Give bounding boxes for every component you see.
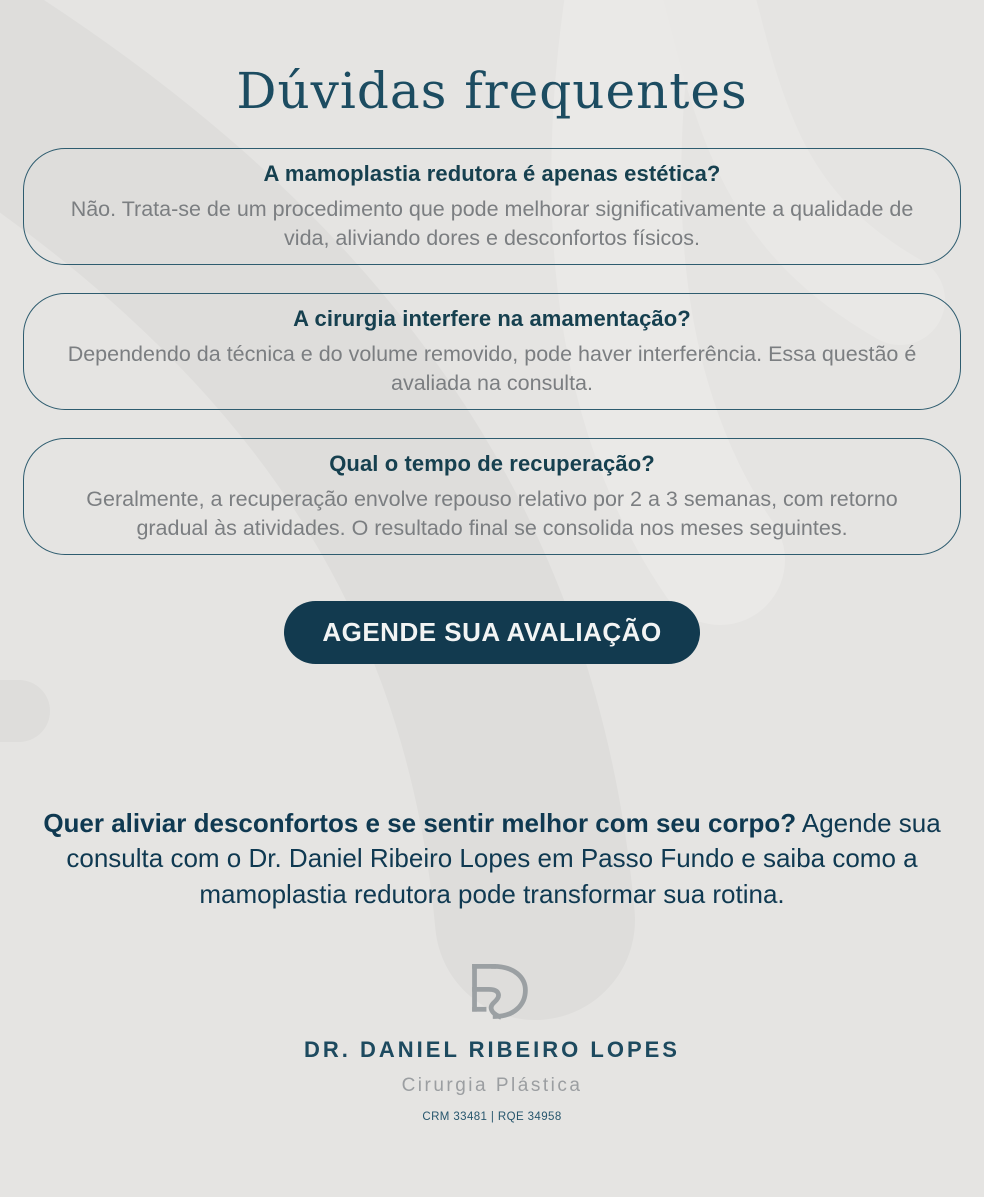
faq-card (23, 148, 961, 265)
schedule-evaluation-button[interactable]: AGENDE SUA AVALIAÇÃO (284, 601, 700, 664)
faq-answer: Dependendo da técnica e do volume removido, pode haver interferência. Essa questão é avaliada na consulta. (67, 341, 917, 395)
page-title: Dúvidas frequentes (236, 62, 748, 120)
closing-paragraph (10, 806, 974, 912)
faq-question: Qual o tempo de recuperação? (329, 450, 655, 476)
closing-paragraph-bold: Quer aliviar desconfortos e se sentir melhor com seu corpo? (43, 808, 797, 838)
faq-question: A mamoplastia redutora é apenas estética? (263, 160, 721, 186)
dr-monogram-icon (453, 960, 531, 1027)
specialty-label: Cirurgia Plástica (401, 1075, 583, 1096)
faq-card (23, 293, 961, 410)
brand-block (0, 960, 984, 1123)
faq-answer: Geralmente, a recuperação envolve repouso relativo por 2 a 3 semanas, com retorno gradual às atividades. O resultado final se consolida nos meses seguintes. (86, 486, 898, 540)
faq-answer: Não. Trata-se de um procedimento que pode melhorar significativamente a qualidade de vida, aliviando dores e desconfortos físicos. (70, 196, 914, 250)
registry-number: CRM 33481 | RQE 34958 (422, 1111, 562, 1123)
doctor-name: DR. DANIEL RIBEIRO LOPES (304, 1037, 680, 1062)
faq-question: A cirurgia interfere na amamentação? (293, 305, 691, 331)
faq-card (23, 438, 961, 555)
closing-paragraph-regular: Agende sua consulta com o Dr. Daniel Ribeiro Lopes em Passo Fundo e saiba como a mamoplastia redutora pode transformar sua rotina. (66, 808, 941, 909)
